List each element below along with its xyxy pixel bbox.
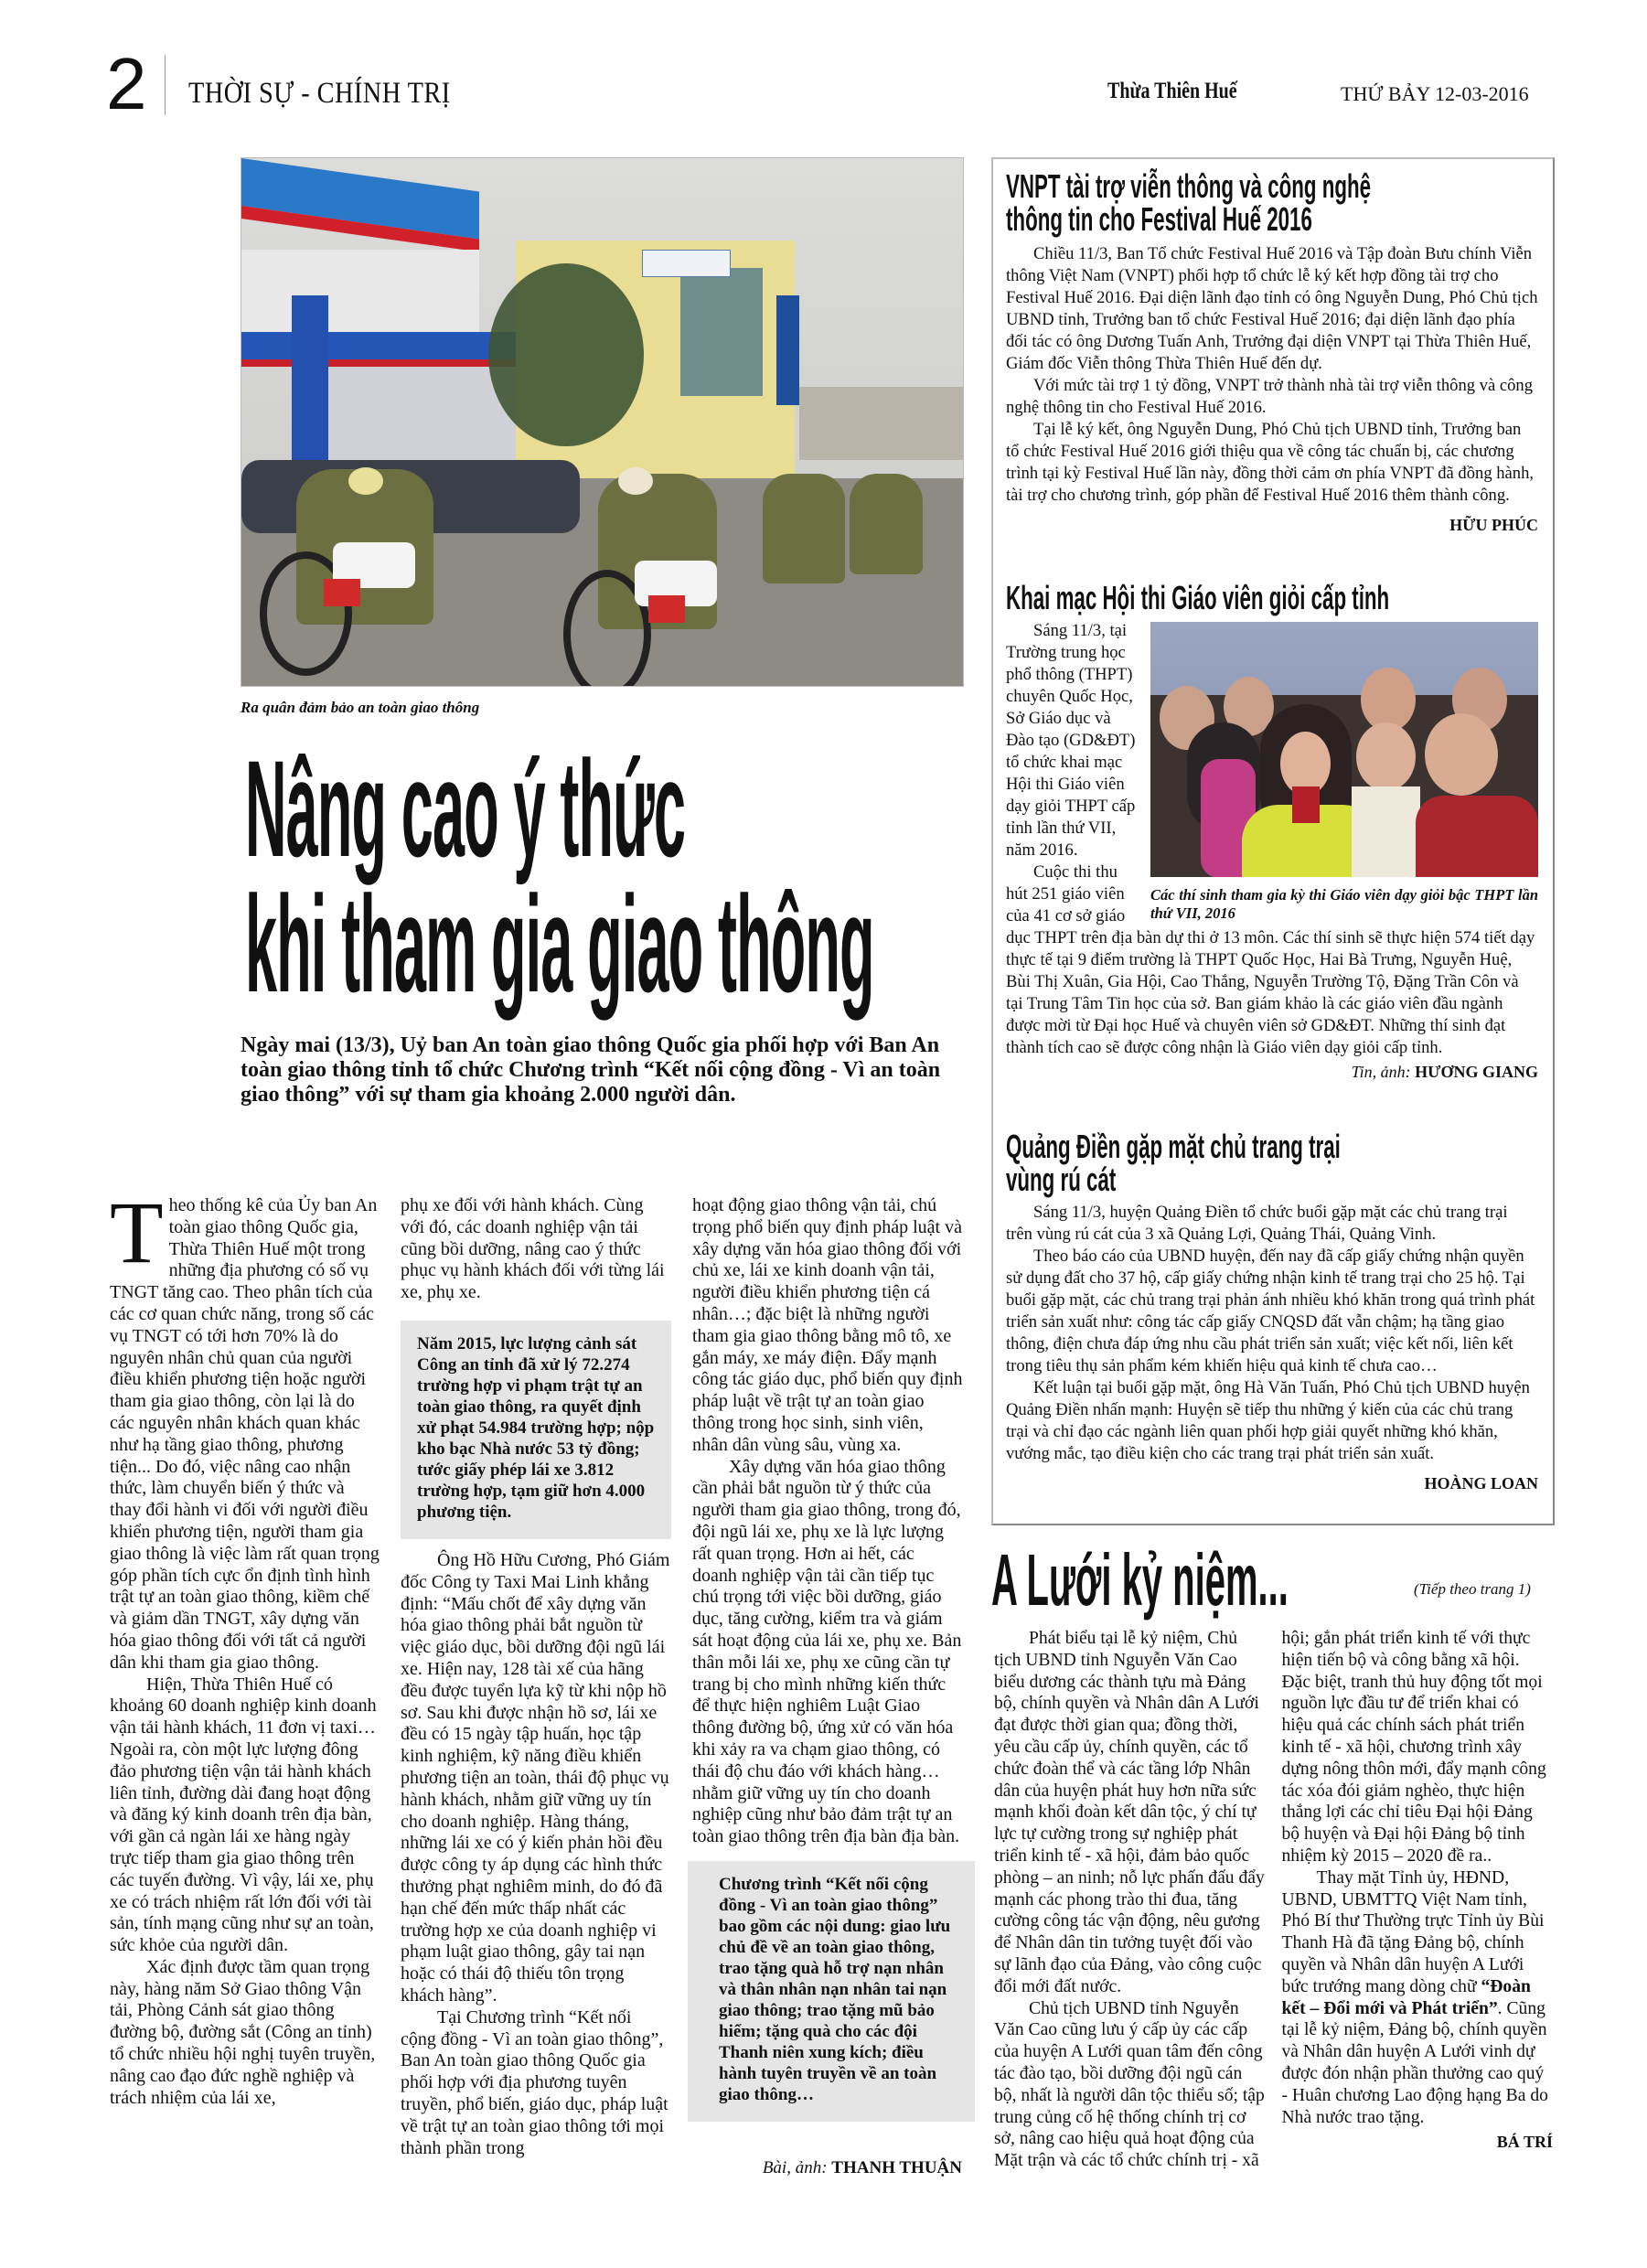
photo-caption: Ra quân đảm bảo an toàn giao thông <box>241 699 480 716</box>
paragraph-text: Thay mặt Tỉnh ủy, HĐND, UBND, UBMTTQ Việt Nam tỉnh, Phó Bí thư Thường trực Tỉnh ủy Bùi Thanh Hà đã tặng Đảng bộ, chính quyền và Nhân dân huyện A Lưới bức trướng mang dòng chữ <box>1281 1867 1545 1996</box>
article-lead: Ngày mai (13/3), Uỷ ban An toàn giao thông Quốc gia phối hợp với Ban An toàn giao thông tỉnh tổ chức Chương trình “Kết nối cộng đồng - Vì an toàn giao thông” với sự tham gia khoảng 2.000 người dân. <box>241 1033 941 1107</box>
teachers-photo <box>1150 622 1538 877</box>
paragraph: Kết luận tại buổi gặp mặt, ông Hà Văn Tuấn, Phó Chủ tịch UBND huyện Quảng Điền nhấn mạnh: Huyện sẽ tiếp thu những ý kiến của các chủ trang trại và chỉ đạo các ngành liên quan phối hợp giải quyết những khó khăn, vướng mắc, tạo điều kiện cho các trang trại phát triển sản xuất. <box>1006 1378 1530 1463</box>
newspaper-name: Thừa Thiên Huế <box>1107 79 1237 103</box>
article-column-1 <box>110 1183 380 2109</box>
paragraph: Ông Hồ Hữu Cương, Phó Giám đốc Công ty Taxi Mai Linh khẳng định: “Mấu chốt để xây dựng văn hóa giao thông phải bắt nguồn từ việc giáo dục, bồi dưỡng đội ngũ lái xe. Hiện nay, 128 tài xế của hãng đều được tuyển lựa kỹ từ khi nộp hồ sơ. Sau khi được nhận hồ sơ, lái xe đều có 15 ngày tập huấn, học tập kinh nghiệm, kỹ năng điều khiển phương tiện an toàn, thái độ phục vụ hành khách, nhằm giữ vững uy tín cho doanh nghiệp. Hàng tháng, những lái xe có ý kiến phản hồi đều được công ty áp dụng các hình thức thưởng phạt nghiêm minh, do đó đã hạn chế đến mức thấp nhất các trường hợp xe của doanh nghiệp vi phạm luật giao thông, gây tai nạn hoặc có thái độ thiếu tôn trọng khách hàng”. <box>401 1549 670 2006</box>
headline-line: khi tham gia giao thông <box>245 867 874 1021</box>
byline-name: THANH THUẬN <box>831 2158 962 2177</box>
a-luoi-headline: A Lưới kỷ niệm... <box>991 1539 1289 1621</box>
quoted-motto: “Đoàn kết – Đổi mới và Phát triển” <box>1281 1976 1531 2018</box>
paragraph: Phát biểu tại lễ kỷ niệm, Chủ tịch UBND tỉnh Nguyễn Văn Cao biểu dương các thành tựu mà Đảng bộ, chính quyền và Nhân dân A Lưới đạt được thời gian qua; đồng thời, yêu cầu cấp ủy, chính quyền, các tổ chức đoàn thể và các tầng lớp Nhân dân của huyện phát huy hơn nữa sức mạnh khối đoàn kết dân tộc, ý chí tự lực tự cường trong sự nghiệp phát triển kinh tế - xã hội, đảm bảo quốc phòng – an ninh; nỗ lực phấn đấu đẩy mạnh các phong trào thi đua, tăng cường công tác vận động, nêu gương để Nhân dân tin tưởng tuyệt đối vào sự lãnh đạo của Đảng, vào công cuộc đổi mới đất nước. <box>994 1629 1265 1996</box>
article-byline <box>688 2158 962 2178</box>
author-line <box>1006 1061 1538 1083</box>
drop-cap: T <box>110 1183 164 1281</box>
statistics-infobox: Năm 2015, lực lượng cảnh sát Công an tỉnh đã xử lý 72.274 trường hợp vi phạm trật tự an toàn giao thông, ra quyết định xử phạt 54.984 trường hợp; nộp kho bạc Nhà nước 53 tỷ đồng; tước giấy phép lái xe 3.812 trường hợp, tạm giữ hơn 4.000 phương tiện. <box>401 1321 671 1539</box>
paragraph: phụ xe đối với hành khách. Cùng với đó, các doanh nghiệp vận tải cũng bồi dưỡng, nâng cao ý thức phục vụ hành khách đối với từng lái xe, phụ xe. <box>401 1195 665 1303</box>
paragraph <box>110 1183 380 1674</box>
teacher-contest-article <box>1006 579 1538 1083</box>
main-headline <box>245 732 874 1021</box>
page-number: 2 <box>106 43 147 124</box>
article-column-2 <box>401 1195 671 2159</box>
paragraph: Chủ tịch UBND tỉnh Nguyễn Văn Cao cũng lưu ý cấp ủy các cấp của huyện A Lưới quan tâm đến công tác đào tạo, bồi dưỡng đội ngũ cán bộ, nhất là người dân tộc thiểu số; tập trung củng cố hệ thống chính trị cơ sở, nâng cao hiệu quả hoạt động của Mặt trận và các tổ chức chính trị - xã hội; gắn phát triển kinh tế với thực hiện tiến bộ và công bằng xã hội. Đặc biệt, tranh thủ huy động tốt mọi nguồn lực đầu tư để triển khai có hiệu quả các chính sách phát triển kinh tế - xã hội, chương trình xây dựng nông thôn mới, đẩy mạnh công tác xóa đói giảm nghèo, thực hiện thắng lợi các chỉ tiêu Đại hội Đảng bộ huyện và Đại hội Đảng bộ tỉnh nhiệm kỳ 2015 – 2020 đề ra.. <box>994 1629 1546 2171</box>
article-title: Quảng Điền gặp mặt chủ trang trại <box>1006 1128 1341 1165</box>
paragraph <box>1282 1867 1554 2129</box>
section-title: THỜI SỰ - CHÍNH TRỊ <box>188 77 451 110</box>
paragraph-text: heo thống kê của Ủy ban An toàn giao thông Quốc gia, Thừa Thiên Huế một trong những địa phương có số vụ TNGT tăng cao. Theo phân tích của các cơ quan chức năng, trong số các vụ TNGT có tới hơn 70% là do nguyên nhân chủ quan của người điều khiển phương tiện hoặc người tham gia giao thông, còn lại là do các nguyên nhân khách quan khác như hạ tầng giao thông, phương tiện... Do đó, việc nâng cao nhận thức, làm chuyển biến ý thức và thay đổi hành vi đối với người điều khiển phương tiện, người tham gia giao thông là việc làm rất quan trọng góp phần tích cực ổn định tình hình trật tự an toàn giao thông, kiềm chế và giảm dần TNGT, xây dựng văn hóa giao thông đối với tất cả người dân khi tham gia giao thông. <box>110 1195 380 1673</box>
headline-line: Nâng cao ý thức <box>245 732 686 885</box>
header-divider <box>165 55 166 115</box>
paragraph: hoạt động giao thông vận tải, chú trọng phổ biến quy định pháp luật và xây dựng văn hóa giao thông đối với chủ xe, lái xe kinh doanh vận tải, người điều khiển phương tiện cá nhân…; đặc biệt là những người tham gia giao thông bằng mô tô, xe gắn máy, xe máy điện. Đẩy mạnh công tác giáo dục, phổ biến quy định pháp luật về trật tự an toàn giao thông trong học sinh, sinh viên, nhân dân vùng sâu, vùng xa. <box>692 1195 963 1455</box>
paragraph: Theo báo cáo của UBND huyện, đến nay đã cấp giấy chứng nhận quyền sử dụng đất cho 37 hộ, cấp giấy chứng nhận kinh tế trang trại cho 25 hộ. Tại buổi gặp mặt, các chủ trang trại phản ánh nhiều khó khăn trong quá trình phát triển sản xuất như: công tác cấp giấy CNQSD đất vẫn chậm; hạ tầng giao thông, điện chưa đáp ứng nhu cầu phát triển sản xuất; việc kết nối, liên kết trong tiêu thụ sản phẩm kém khiến hiệu quả kinh tế chưa cao… <box>1006 1246 1535 1375</box>
continued-from-note: (Tiếp theo trang 1) <box>1414 1580 1531 1598</box>
paragraph: Hiện, Thừa Thiên Huế có khoảng 60 doanh nghiệp kinh doanh vận tải hành khách, 11 đơn vị taxi… Ngoài ra, còn một lực lượng đông đảo phương tiện vận tải hành khách liên tỉnh, đường dài đang hoạt động và đăng ký kinh doanh trên địa bàn, với gần cả ngàn lái xe hàng ngày trực tiếp tham gia giao thông trên các tuyến đường. Vì vậy, lái xe, phụ xe có trách nhiệm rất lớn đối với tài sản, tính mạng cũng như sự an toàn, sức khỏe của người dân. <box>110 1674 377 1956</box>
photo-caption: Các thí sinh tham gia kỳ thi Giáo viên dạy giỏi bậc THPT lần thứ VII, 2016 <box>1150 886 1538 922</box>
author: HỮU PHÚC <box>1449 516 1538 534</box>
teachers-photo-figure <box>1150 622 1538 923</box>
author-prefix: Tin, ảnh: <box>1351 1063 1416 1081</box>
paragraph: Sáng 11/3, huyện Quảng Điền tổ chức buổi gặp mặt các chủ trang trại trên vùng rú cát của 3 xã Quảng Lợi, Quảng Thái, Quảng Vinh. <box>1006 1203 1508 1244</box>
author: BÁ TRÍ <box>1496 2133 1553 2152</box>
byline-prefix: Bài, ảnh: <box>762 2158 832 2177</box>
article-title: vùng rú cát <box>1006 1161 1117 1198</box>
article-title: VNPT tài trợ viễn thông và công nghệ <box>1006 167 1372 205</box>
paragraph: Chiều 11/3, Ban Tổ chức Festival Huế 2016 và Tập đoàn Bưu chính Viễn thông Việt Nam (VNPT) phối hợp tổ chức lễ ký kết hợp đồng tài trợ cho Festival Huế 2016. Đại diện lãnh đạo tỉnh có ông Nguyễn Dung, Phó Chủ tịch UBND tỉnh, Trưởng ban tổ chức Festival Huế 2016; đại diện lãnh đạo phía đối tác có ông Dương Tuấn Anh, Trưởng đại diện VNPT tại Thừa Thiên Huế, Giám đốc Viễn thông Thừa Thiên Huế đến dự. <box>1006 244 1538 373</box>
paragraph: Cuộc thi thu hút 251 giáo viên của 41 cơ sở giáo dục THPT trên địa bàn dự thi ở 13 môn. Các thí sinh sẽ thực hiện 574 tiết dạy thực tế tại 9 điểm trường là THPT Quốc Học, Hai Bà Trưng, Nguyễn Huệ, Bùi Thị Xuân, Gia Hội, Cao Thắng, Nguyễn Trường Tộ, Đặng Trần Côn và tại Trung Tâm Tin học của sở. Ban giám khảo là các giáo viên đầu ngành được mời từ Đại học Huế và chuyên viên sở GD&ĐT. Những thí sinh đạt thành tích cao sẽ được công nhận là Giáo viên dạy giỏi cấp tỉnh. <box>1006 862 1535 1057</box>
paragraph: Xác định được tầm quan trọng này, hàng năm Sở Giao thông Vận tải, Phòng Cảnh sát giao thông đường bộ, đường sắt (Công an tỉnh) tổ chức nhiều hội nghị tuyên truyền, nâng cao đạo đức nghề nghiệp và trách nhiệm của lái xe, <box>110 1956 376 2108</box>
paragraph-text: . Cũng tại lễ kỷ niệm, Đảng bộ, chính quyền và Nhân dân huyện A Lưới vinh dự được đón nhận phần thưởng cao quý - Huân chương Lao động hạng Ba do Nhà nước trao tặng. <box>1281 1998 1548 2127</box>
author: HƯƠNG GIANG <box>1415 1063 1538 1081</box>
paragraph: Tại Chương trình “Kết nối cộng đồng - Vì an toàn giao thông”, Ban An toàn giao thông Quốc gia phối hợp với địa phương tuyên truyền, phổ biến, giáo dục, pháp luật về trật tự an toàn giao thông tới mọi thành phần trong <box>401 2006 668 2158</box>
vnpt-article <box>1006 167 1538 536</box>
paragraph: Xây dựng văn hóa giao thông cần phải bắt nguồn từ ý thức của người tham gia giao thông, trong đó, đội ngũ lái xe, phụ xe là lực lượng rất quan trọng. Hơn ai hết, các doanh nghiệp vận tải cần tiếp tục chú trọng tới việc bồi dưỡng, giáo dục, tăng cường, kiểm tra và giám sát hoạt động của lái xe, phụ xe. Bản thân mỗi lái xe, phụ xe cũng cần tự trang bị cho mình những kiến thức để thực hiện nghiêm Luật Giao thông đường bộ, ứng xử có văn hóa khi xảy ra va chạm giao thông, có thái độ chu đáo với khách hàng… nhằm giữ vững uy tín cho doanh nghiệp cũng như bảo đảm trật tự an toàn giao thông trên địa bàn địa bàn. <box>692 1456 962 1847</box>
author: HOÀNG LOAN <box>1424 1474 1538 1492</box>
article-title: Khai mạc Hội thi Giáo viên giỏi cấp tỉnh <box>1006 579 1390 616</box>
motorcycle-police-photo <box>241 157 964 687</box>
issue-date: THỨ BẢY 12-03-2016 <box>1341 82 1529 105</box>
paragraph: Sáng 11/3, tại Trường trung học phổ thông (THPT) chuyên Quốc Học, Sở Giáo dục và Đào tạo (GD&ĐT) tổ chức khai mạc Hội thi Giáo viên dạy giỏi THPT cấp tỉnh lần thứ VII, năm 2016. <box>1006 621 1136 860</box>
quang-dien-article <box>1006 1130 1538 1494</box>
paragraph: Với mức tài trợ 1 tỷ đồng, VNPT trở thành nhà tài trợ viễn thông và công nghệ thông tin cho Festival Huế 2016. <box>1006 376 1534 417</box>
program-infobox: Chương trình “Kết nối cộng đồng - Vì an toàn giao thông” bao gồm các nội dung: giao lưu chủ đề về an toàn giao thông, trao tặng quà hỗ trợ nạn nhân và thân nhân nạn nhân tai nạn giao thông; trao tặng mũ bảo hiểm; tặng quà cho các đội Thanh niên xung kích; điều hành tuyên truyền về an toàn giao thông… <box>688 1861 975 2122</box>
a-luoi-article <box>994 1628 1553 2186</box>
article-column-3 <box>692 1195 963 2122</box>
paragraph: Tại lễ ký kết, ông Nguyễn Dung, Phó Chủ tịch UBND tỉnh, Trưởng ban tổ chức Festival Huế 2016 giới thiệu qua về công tác chuẩn bị, các chương trình tại kỳ Festival Huế lần này, đồng thời cảm ơn phía VNPT đã đồng hành, tài trợ cho chương trình, góp phần để Festival Huế 2016 thêm thành công. <box>1006 420 1535 505</box>
article-title: thông tin cho Festival Huế 2016 <box>1006 200 1312 238</box>
